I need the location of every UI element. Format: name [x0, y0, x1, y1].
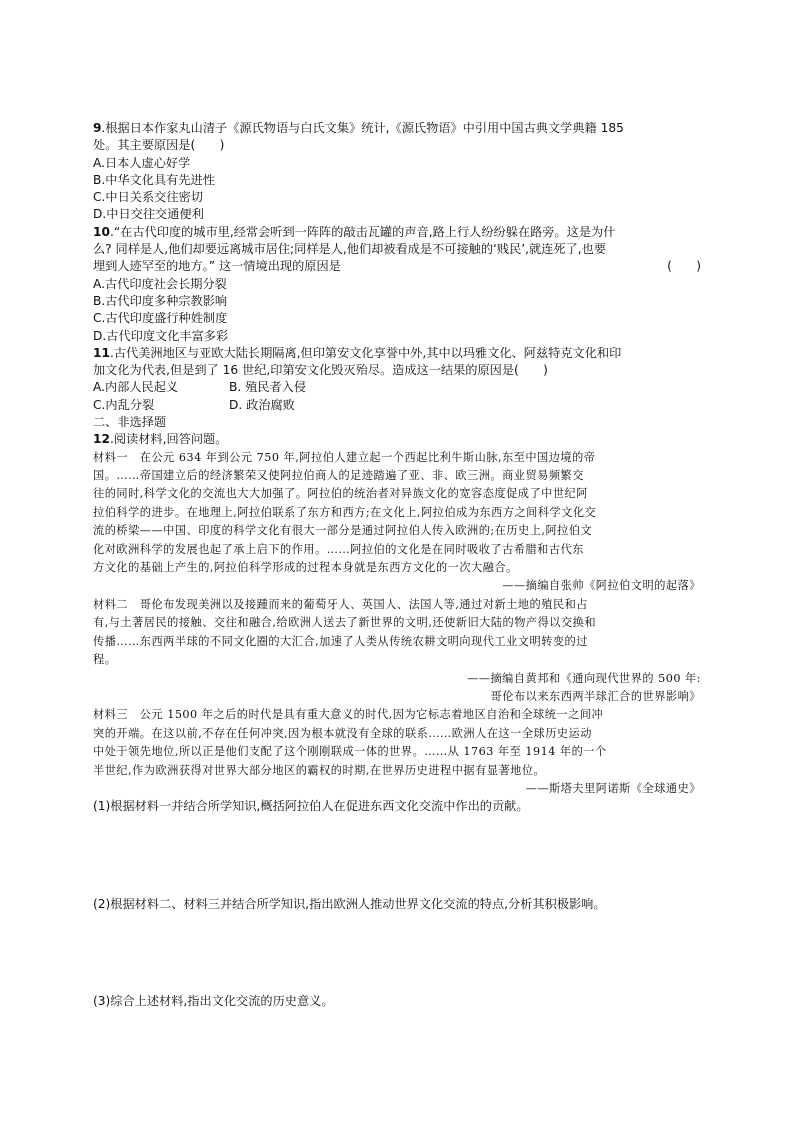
material-2	[93, 596, 701, 706]
question-stem: 埋到人迹罕至的地方。” 这一情境出现的原因是	[93, 259, 341, 274]
option-b: B.中华文化具有先进性	[93, 172, 215, 187]
material-tag: 材料一	[93, 450, 129, 464]
option-c: C.内乱分裂	[93, 397, 155, 412]
material-text: 公元 1500 年之后的时代是具有重大意义的时代,因为它标志着地区自治和全球统一之间冲	[128, 708, 604, 722]
material-text: 哥伦布发现美洲以及接踵而来的葡萄牙人、英国人、法国人等,通过对新土地的殖民和占	[128, 597, 588, 611]
material-text: 传播……东西两半球的不同文化圈的大汇合,加速了人类从传统农耕文明向现代工业文明转变的过	[93, 634, 588, 648]
question-number: 10	[93, 224, 110, 239]
sub-question-1: (1)根据材料一并结合所学知识,概括阿拉伯人在促进东西文化交流中作出的贡献。	[93, 799, 529, 814]
material-text: 化对欧洲科学的发展也起了承上启下的作用。……阿拉伯的文化是在同时吸收了古希腊和古代东	[93, 542, 584, 556]
material-text: 拉伯科学的进步。在地理上,阿拉伯联系了东方和西方;在文化上,阿拉伯成为东西方之间科学文化交	[93, 505, 597, 519]
material-tag: 材料三	[93, 708, 129, 722]
question-number: 12	[93, 432, 110, 447]
material-text: 程。	[93, 653, 117, 667]
question-10	[93, 224, 701, 345]
question-stem: .“在古代印度的城市里,经常会听到一阵阵的敲击瓦罐的声音,路上行人纷纷躲在路旁。这是为什	[109, 224, 616, 239]
material-text: 方文化的基础上产生的,阿拉伯科学形成的过程本身就是东西方文化的一次大融合。	[93, 561, 518, 575]
exam-page	[93, 120, 701, 1010]
option-b: B.古代印度多种宗教影响	[93, 293, 228, 308]
sub-question-3: (3)综合上述材料,指出文化交流的历史意义。	[93, 993, 334, 1008]
question-stem: 加文化为代表,但是到了 16 世纪,印第安文化毁灭殆尽。造成这一结果的原因是( )	[93, 363, 548, 378]
option-c: C.中日关系交往密切	[93, 190, 203, 205]
option-a: A.内部人民起义	[93, 380, 179, 395]
option-b: B. 殖民者入侵	[229, 380, 307, 395]
answer-parentheses: ( )	[667, 259, 701, 274]
material-text: 有,与土著居民的接触、交往和融合,给欧洲人送去了新世界的文明,还使新旧大陆的物产得以交换和	[93, 616, 597, 630]
option-d: D. 政治腐败	[229, 397, 295, 412]
material-3	[93, 706, 701, 798]
option-a: A.古代印度社会长期分裂	[93, 276, 227, 291]
section-title: 二、非选择题	[93, 415, 167, 430]
question-stem: 么? 同样是人,他们却要远离城市居住;同样是人,他们却被看成是不可接触的‘贱民’,就连死了,也要	[93, 242, 607, 257]
question-stem: .阅读材料,回答问题。	[109, 432, 228, 447]
answer-space[interactable]	[93, 816, 701, 896]
question-12	[93, 431, 701, 1010]
option-c: C.古代印度盛行种姓制度	[93, 311, 228, 326]
material-text: 中处于领先地位,所以正是他们支配了这个刚刚联成一体的世界。……从 1763 年至 1914 年的一个	[93, 745, 607, 759]
material-text: 突的开端。在这以前,不存在任何冲突,因为根本就没有全球的联系……欧洲人在这一全球历史运动	[93, 726, 592, 740]
material-source: 哥伦布以来东西两半球汇合的世界影响》	[490, 689, 701, 703]
material-tag: 材料二	[93, 597, 129, 611]
question-stem: .古代美洲地区与亚欧大陆长期隔离,但印第安文化享誉中外,其中以玛雅文化、阿兹特克文化和印	[109, 345, 622, 360]
question-11	[93, 345, 701, 414]
question-stem: .根据日本作家丸山清子《源氏物语与白氏文集》统计,《源氏物语》中引用中国古典文学典籍 185	[101, 121, 624, 135]
material-source: ——摘编自黄邦和《通向现代世界的 500 年:	[467, 671, 701, 685]
question-9	[93, 120, 701, 224]
option-a: A.日本人虚心好学	[93, 155, 191, 170]
answer-space[interactable]	[93, 913, 701, 993]
question-stem: 处。其主要原因是( )	[93, 138, 225, 153]
material-text: 半世纪,作为欧洲获得对世界大部分地区的霸权的时期,在世界历史进程中据有显著地位。	[93, 763, 546, 777]
option-d: D.中日交往交通便利	[93, 207, 204, 222]
sub-question-2: (2)根据材料二、材料三并结合所学知识,指出欧洲人推动世界文化交流的特点,分析其积极影响。	[93, 896, 606, 911]
question-number: 11	[93, 345, 110, 360]
material-text: 在公元 634 年到公元 750 年,阿拉伯人建立起一个西起比利牛斯山脉,东至中国边境的帝	[128, 450, 596, 464]
material-1	[93, 449, 701, 596]
option-d: D.古代印度文化丰富多彩	[93, 328, 229, 343]
material-text: 往的同时,科学文化的交流也大大加强了。阿拉伯的统治者对异族文化的宽容态度促成了中世纪阿	[93, 487, 588, 501]
material-text: 流的桥梁——中国、印度的科学文化有很大一部分是通过阿拉伯人传入欧洲的;在历史上,阿拉伯文	[93, 524, 593, 538]
material-source: ——摘编自张帅《阿拉伯文明的起落》	[502, 579, 701, 593]
question-number: 9	[93, 121, 102, 135]
material-source: ——斯塔夫里阿诺斯《全球通史》	[525, 781, 701, 795]
material-text: 国。……帝国建立后的经济繁荣又使阿拉伯商人的足迹踏遍了亚、非、欧三洲。商业贸易频繁交	[93, 469, 584, 483]
